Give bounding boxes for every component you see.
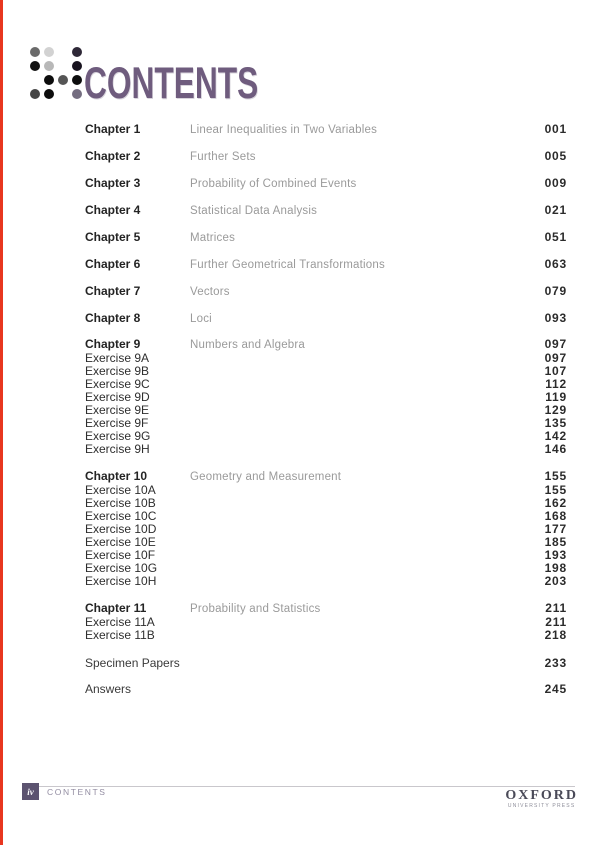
entry-label: Specimen Papers <box>85 656 180 670</box>
toc-row <box>85 230 567 245</box>
toc-row <box>85 562 567 575</box>
entry-label: Chapter 2 <box>85 149 141 163</box>
toc-row <box>85 523 567 536</box>
page-number: 129 <box>544 403 567 417</box>
toc-group <box>85 656 567 670</box>
page-number: 168 <box>544 509 567 523</box>
toc-row <box>85 549 567 562</box>
logo-dot-icon <box>58 75 68 85</box>
entry-label: Chapter 5 <box>85 230 141 244</box>
exercise-label: Exercise 10C <box>85 509 157 523</box>
toc-group <box>85 311 567 326</box>
toc-row <box>85 629 567 642</box>
page-number: 097 <box>544 351 567 365</box>
page-number: 146 <box>544 442 567 456</box>
page-number: 112 <box>545 377 567 391</box>
entry-label: Chapter 7 <box>85 284 141 298</box>
toc-group <box>85 230 567 245</box>
entry-label: Chapter 6 <box>85 257 141 271</box>
logo-dot-icon <box>72 75 82 85</box>
logo-dot-icon <box>30 89 40 99</box>
entry-title: Geometry and Measurement <box>190 471 342 483</box>
logo-dot-icon <box>44 47 54 57</box>
toc-group <box>85 602 567 642</box>
toc-row <box>85 602 567 616</box>
exercise-label: Exercise 9B <box>85 364 150 378</box>
toc-group <box>85 203 567 218</box>
entry-title: Matrices <box>190 232 236 244</box>
toc-group <box>85 470 567 588</box>
toc-row <box>85 122 567 137</box>
entry-label: Answers <box>85 682 132 696</box>
logo-dot-icon <box>30 61 40 71</box>
toc-group <box>85 149 567 164</box>
exercise-label: Exercise 9D <box>85 390 150 404</box>
page-number: 063 <box>544 257 567 271</box>
logo-dot-icon <box>72 61 82 71</box>
logo-dot-icon <box>44 75 54 85</box>
page-number: 211 <box>545 601 567 615</box>
logo-dot-icon <box>72 47 82 57</box>
toc-row <box>85 616 567 629</box>
page-number: 155 <box>544 469 567 483</box>
page-number: 203 <box>544 574 567 588</box>
toc-row <box>85 656 567 670</box>
page-number: 142 <box>544 429 567 443</box>
toc-group <box>85 257 567 272</box>
page-number: 119 <box>545 390 567 404</box>
exercise-label: Exercise 10D <box>85 522 157 536</box>
entry-title: Linear Inequalities in Two Variables <box>190 124 378 136</box>
toc-row <box>85 497 567 510</box>
toc-row <box>85 417 567 430</box>
toc-row <box>85 284 567 299</box>
toc-row <box>85 470 567 484</box>
entry-label: Chapter 1 <box>85 122 141 136</box>
exercise-label: Exercise 9F <box>85 416 149 430</box>
page-number: 155 <box>544 483 567 497</box>
entry-title: Probability of Combined Events <box>190 178 357 190</box>
entry-title: Further Sets <box>190 151 256 163</box>
toc-row <box>85 575 567 588</box>
exercise-label: Exercise 11B <box>85 628 155 642</box>
dots-grid-logo-icon <box>30 47 82 99</box>
page-number: 005 <box>544 149 567 163</box>
exercise-label: Exercise 10B <box>85 496 156 510</box>
page-number: 193 <box>544 548 567 562</box>
page-number: 051 <box>544 230 567 244</box>
toc-group <box>85 122 567 137</box>
logo-dot-icon <box>44 89 54 99</box>
toc-row <box>85 404 567 417</box>
page-edge-line <box>0 0 3 845</box>
entry-label: Chapter 9 <box>85 337 141 351</box>
exercise-label: Exercise 10E <box>85 535 156 549</box>
toc-list <box>85 122 567 708</box>
exercise-label: Exercise 10H <box>85 574 157 588</box>
page-number: 079 <box>544 284 567 298</box>
page-number: 185 <box>544 535 567 549</box>
exercise-label: Exercise 9G <box>85 429 151 443</box>
page-number: 245 <box>544 682 567 696</box>
entry-label: Chapter 3 <box>85 176 141 190</box>
page-number: 135 <box>544 416 567 430</box>
page-number: 021 <box>544 203 567 217</box>
entry-title: Loci <box>190 313 212 325</box>
logo-dot-icon <box>30 47 40 57</box>
toc-row <box>85 378 567 391</box>
toc-row <box>85 536 567 549</box>
toc-row <box>85 391 567 404</box>
page-number: 198 <box>544 561 567 575</box>
entry-title: Vectors <box>190 286 230 298</box>
exercise-label: Exercise 9A <box>85 351 150 365</box>
toc-row <box>85 484 567 497</box>
page-number: 009 <box>544 176 567 190</box>
toc-row <box>85 311 567 326</box>
publisher-subtitle: UNIVERSITY PRESS <box>507 803 576 809</box>
page-number: 162 <box>544 496 567 510</box>
entry-title: Statistical Data Analysis <box>190 205 318 217</box>
exercise-label: Exercise 11A <box>85 615 155 629</box>
entry-label: Chapter 8 <box>85 311 141 325</box>
toc-row <box>85 257 567 272</box>
exercise-label: Exercise 9H <box>85 442 150 456</box>
exercise-label: Exercise 9E <box>85 403 150 417</box>
entry-label: Chapter 10 <box>85 469 148 483</box>
toc-row <box>85 176 567 191</box>
page-number: 218 <box>544 628 567 642</box>
page-number: 093 <box>544 311 567 325</box>
footer-section-label: CONTENTS <box>47 787 107 797</box>
toc-row <box>85 149 567 164</box>
toc-group <box>85 682 567 696</box>
page-number: 177 <box>544 522 567 536</box>
toc-row <box>85 352 567 365</box>
exercise-label: Exercise 10G <box>85 561 158 575</box>
toc-row <box>85 338 567 352</box>
footer-divider <box>38 786 575 787</box>
entry-label: Chapter 4 <box>85 203 141 217</box>
page-number: 001 <box>544 122 567 136</box>
toc-row <box>85 443 567 456</box>
exercise-label: Exercise 10A <box>85 483 156 497</box>
exercise-label: Exercise 10F <box>85 548 156 562</box>
page-number: 107 <box>544 364 567 378</box>
toc-row <box>85 510 567 523</box>
entry-label: Chapter 11 <box>85 601 147 615</box>
logo-dot-icon <box>44 61 54 71</box>
page-number: 097 <box>544 337 567 351</box>
entry-title: Numbers and Algebra <box>190 339 306 351</box>
toc-row <box>85 365 567 378</box>
toc-row <box>85 203 567 218</box>
page-number: 233 <box>544 656 567 670</box>
publisher-logo <box>505 789 578 809</box>
toc-row <box>85 430 567 443</box>
toc-group <box>85 284 567 299</box>
page-title: CONTENTS <box>84 58 259 108</box>
entry-title: Further Geometrical Transformations <box>190 259 385 271</box>
toc-group <box>85 176 567 191</box>
toc-row <box>85 682 567 696</box>
entry-title: Probability and Statistics <box>190 603 321 615</box>
publisher-name: OXFORD <box>505 788 578 803</box>
toc-group <box>85 338 567 456</box>
logo-dot-icon <box>72 89 82 99</box>
footer-page-number: iv <box>22 783 39 800</box>
exercise-label: Exercise 9C <box>85 377 150 391</box>
page-number: 211 <box>545 615 567 629</box>
